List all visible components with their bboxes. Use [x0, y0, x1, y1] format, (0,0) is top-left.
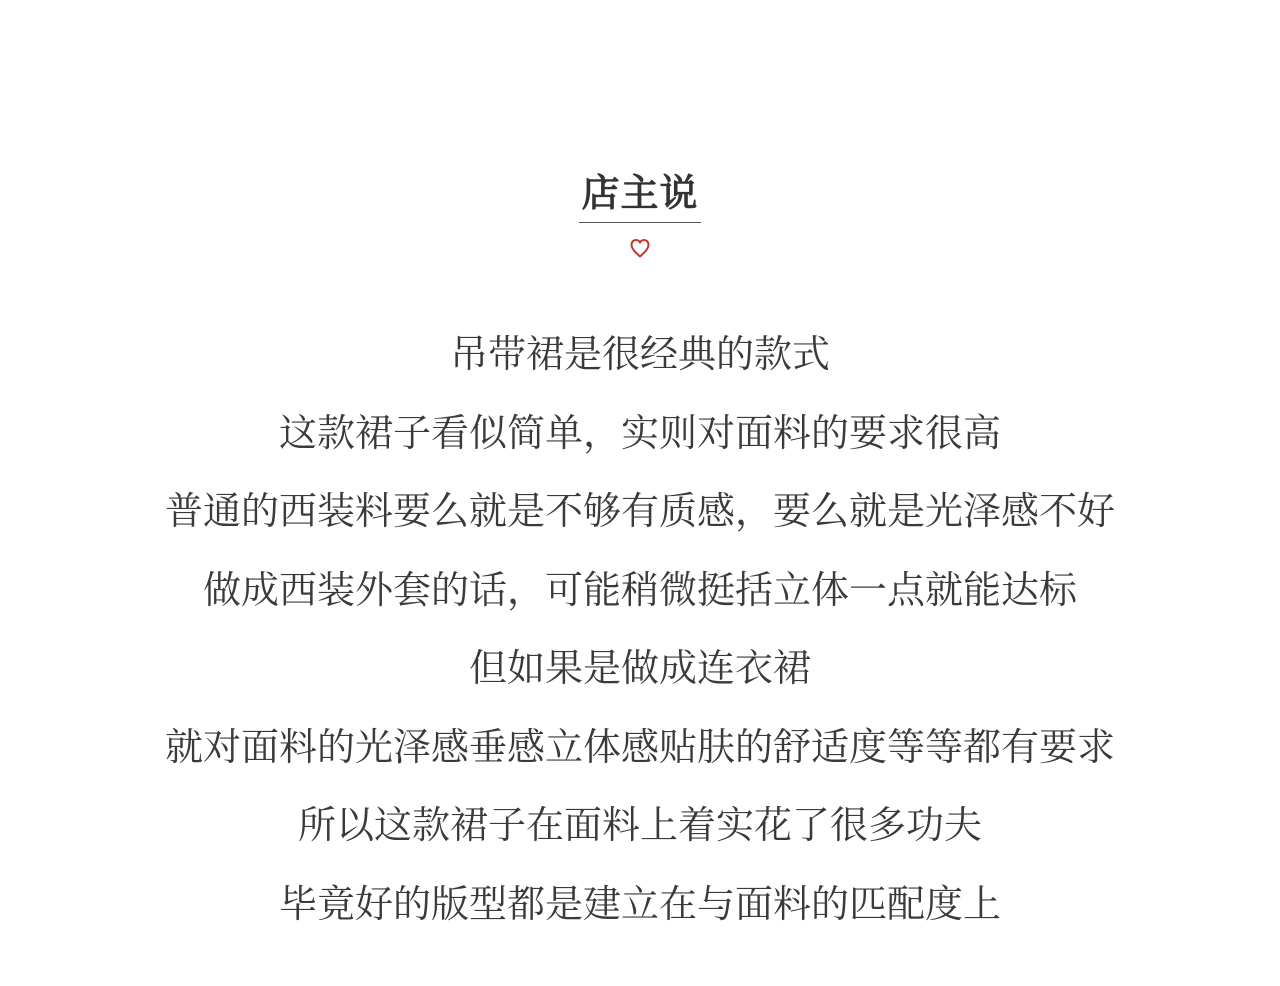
message-line: 毕竟好的版型都是建立在与面料的匹配度上: [278, 881, 1001, 926]
message-line: 这款裙子看似简单，实则对面料的要求很高: [278, 410, 1001, 455]
heart-outline-icon: [628, 236, 652, 260]
shop-owner-message: [0, 315, 1280, 943]
section-header: [0, 168, 1280, 223]
message-line: 但如果是做成连衣裙: [468, 646, 811, 690]
message-line: 吊带裙是很经典的款式: [449, 332, 830, 376]
message-line: 普通的西装料要么就是不够有质感，要么就是光泽感不好: [164, 489, 1115, 533]
message-line: 就对面料的光泽感垂感立体感贴肤的舒适度等等都有要求: [164, 724, 1115, 769]
message-line: 所以这款裙子在面料上着实花了很多功夫: [297, 803, 982, 847]
section-title: 店主说: [579, 168, 700, 223]
message-line: 做成西装外套的话，可能稍微挺括立体一点就能达标: [202, 567, 1077, 612]
